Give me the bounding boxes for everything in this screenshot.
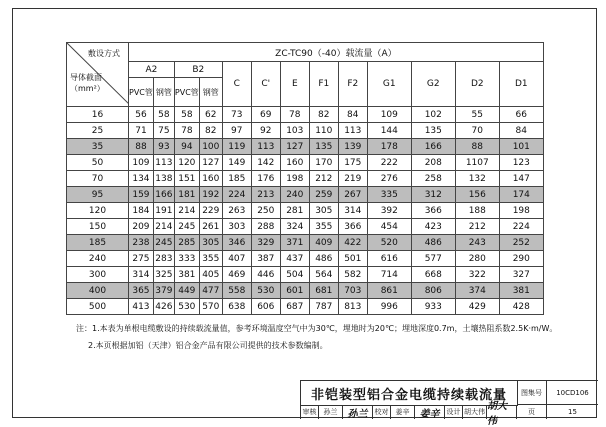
value-cell: 78 (174, 123, 199, 139)
value-cell: 276 (367, 171, 411, 187)
value-cell: 486 (309, 251, 338, 267)
value-cell: 428 (499, 299, 543, 315)
value-cell: 192 (199, 187, 222, 203)
value-cell: 166 (153, 187, 174, 203)
value-cell: 996 (367, 299, 411, 315)
table-body (67, 107, 544, 315)
title-block (300, 380, 598, 427)
value-cell: 813 (338, 299, 367, 315)
value-cell: 530 (251, 283, 280, 299)
value-cell: 327 (499, 267, 543, 283)
value-cell: 681 (309, 283, 338, 299)
corner-top-label: 敷设方式 (88, 49, 120, 58)
column-header: G2 (411, 62, 455, 107)
corner-bottom-line2: （mm²） (70, 84, 105, 93)
value-cell: 280 (455, 251, 499, 267)
value-cell: 66 (499, 107, 543, 123)
value-cell: 58 (174, 107, 199, 123)
value-cell: 324 (280, 219, 309, 235)
value-cell: 387 (251, 251, 280, 267)
value-cell: 374 (455, 283, 499, 299)
value-cell: 687 (280, 299, 309, 315)
value-cell: 224 (222, 187, 251, 203)
value-cell: 138 (153, 171, 174, 187)
value-cell: 70 (455, 123, 499, 139)
table-row (67, 123, 544, 139)
value-cell: 132 (455, 171, 499, 187)
value-cell: 329 (251, 235, 280, 251)
value-cell: 176 (251, 171, 280, 187)
value-cell: 606 (251, 299, 280, 315)
row-size-cell: 95 (67, 187, 129, 203)
value-cell: 166 (411, 139, 455, 155)
value-cell: 103 (280, 123, 309, 139)
value-cell: 188 (455, 203, 499, 219)
value-cell: 449 (174, 283, 199, 299)
value-cell: 477 (199, 283, 222, 299)
value-cell: 71 (129, 123, 154, 139)
value-cell: 355 (199, 251, 222, 267)
table-row (67, 155, 544, 171)
column-header: C (222, 62, 251, 107)
value-cell: 147 (499, 171, 543, 187)
value-cell: 213 (251, 187, 280, 203)
value-cell: 224 (499, 219, 543, 235)
value-cell: 222 (367, 155, 411, 171)
value-cell: 160 (199, 171, 222, 187)
value-cell: 714 (367, 267, 411, 283)
value-cell: 243 (455, 235, 499, 251)
group-header-a2: A2 (129, 62, 175, 78)
value-cell: 405 (199, 267, 222, 283)
value-cell: 82 (309, 107, 338, 123)
value-cell: 184 (129, 203, 154, 219)
value-cell: 325 (153, 267, 174, 283)
note-line-1: 注：1.本表为单根电缆敷设的持续载流量值，参考环境温度空气中为30℃，埋地时为20℃；埋地深度0.7m，土壤热阻系数2.5K·m/W。 (76, 324, 558, 333)
value-cell: 530 (174, 299, 199, 315)
value-cell: 160 (280, 155, 309, 171)
atlas-label: 图集号 (517, 381, 547, 405)
value-cell: 381 (174, 267, 199, 283)
row-size-cell: 400 (67, 283, 129, 299)
row-size-cell: 300 (67, 267, 129, 283)
sub-header-steel: 钢管 (153, 78, 174, 107)
page-label: 页 (517, 405, 547, 419)
value-cell: 283 (153, 251, 174, 267)
value-cell: 214 (153, 219, 174, 235)
value-cell: 312 (411, 187, 455, 203)
value-cell: 577 (411, 251, 455, 267)
value-cell: 335 (367, 187, 411, 203)
note-line-2: 2.本页根据加铝（天津）铝合金产品有限公司提供的技术参数编制。 (88, 341, 328, 350)
value-cell: 75 (153, 123, 174, 139)
value-cell: 379 (153, 283, 174, 299)
value-cell: 113 (153, 155, 174, 171)
value-cell: 290 (499, 251, 543, 267)
review-label: 审核 (301, 405, 319, 419)
value-cell: 261 (199, 219, 222, 235)
value-cell: 69 (251, 107, 280, 123)
value-cell: 314 (129, 267, 154, 283)
value-cell: 413 (129, 299, 154, 315)
column-header: F2 (338, 62, 367, 107)
value-cell: 120 (174, 155, 199, 171)
page-value: 15 (568, 408, 577, 416)
table-row (67, 171, 544, 187)
value-cell: 245 (174, 219, 199, 235)
value-cell: 58 (153, 107, 174, 123)
value-cell: 55 (455, 107, 499, 123)
value-cell: 88 (129, 139, 154, 155)
value-cell: 198 (280, 171, 309, 187)
value-cell: 238 (129, 235, 154, 251)
value-cell: 209 (129, 219, 154, 235)
value-cell: 119 (222, 139, 251, 155)
value-cell: 258 (411, 171, 455, 187)
main-header: ZC-TC90（-40）载流量（A） (129, 43, 544, 62)
sub-header-steel: 钢管 (199, 78, 222, 107)
row-size-cell: 70 (67, 171, 129, 187)
column-header: C' (251, 62, 280, 107)
table-row (67, 139, 544, 155)
column-header: D2 (455, 62, 499, 107)
table-row (67, 283, 544, 299)
table-row (67, 299, 544, 315)
value-cell: 250 (251, 203, 280, 219)
value-cell: 504 (280, 267, 309, 283)
value-cell: 305 (309, 203, 338, 219)
table-row (67, 203, 544, 219)
value-cell: 88 (455, 139, 499, 155)
value-cell: 156 (455, 187, 499, 203)
value-cell: 933 (411, 299, 455, 315)
value-cell: 469 (222, 267, 251, 283)
ampacity-table (66, 42, 544, 315)
value-cell: 170 (309, 155, 338, 171)
value-cell: 861 (367, 283, 411, 299)
table-row (67, 107, 544, 123)
drawing-title: 非铠装型铝合金电缆持续载流量 (301, 381, 518, 406)
value-cell: 82 (199, 123, 222, 139)
column-header: D1 (499, 62, 543, 107)
value-cell: 109 (367, 107, 411, 123)
corner-bottom-line1: 导体截面 (70, 73, 102, 82)
value-cell: 134 (129, 171, 154, 187)
value-cell: 422 (338, 235, 367, 251)
column-header: E (280, 62, 309, 107)
value-cell: 151 (174, 171, 199, 187)
table-row (67, 267, 544, 283)
value-cell: 520 (367, 235, 411, 251)
value-cell: 501 (338, 251, 367, 267)
value-cell: 426 (153, 299, 174, 315)
row-size-cell: 185 (67, 235, 129, 251)
value-cell: 486 (411, 235, 455, 251)
value-cell: 263 (222, 203, 251, 219)
value-cell: 366 (338, 219, 367, 235)
table-row (67, 187, 544, 203)
row-size-cell: 150 (67, 219, 129, 235)
row-size-cell: 500 (67, 299, 129, 315)
value-cell: 259 (309, 187, 338, 203)
sub-header-pvc: PVC管 (129, 78, 154, 107)
sub-header-pvc: PVC管 (174, 78, 199, 107)
value-cell: 208 (411, 155, 455, 171)
value-cell: 303 (222, 219, 251, 235)
value-cell: 366 (411, 203, 455, 219)
value-cell: 101 (499, 139, 543, 155)
group-header-b2: B2 (174, 62, 222, 78)
value-cell: 281 (280, 203, 309, 219)
value-cell: 198 (499, 203, 543, 219)
atlas-value: 10CD106 (547, 381, 598, 405)
value-cell: 178 (367, 139, 411, 155)
value-cell: 371 (280, 235, 309, 251)
value-cell: 110 (309, 123, 338, 139)
value-cell: 93 (153, 139, 174, 155)
value-cell: 149 (222, 155, 251, 171)
value-cell: 142 (251, 155, 280, 171)
value-cell: 174 (499, 187, 543, 203)
value-cell: 616 (367, 251, 411, 267)
value-cell: 601 (280, 283, 309, 299)
value-cell: 135 (411, 123, 455, 139)
value-cell: 392 (367, 203, 411, 219)
value-cell: 787 (309, 299, 338, 315)
value-cell: 84 (499, 123, 543, 139)
value-cell: 127 (199, 155, 222, 171)
value-cell: 365 (129, 283, 154, 299)
column-header: G1 (367, 62, 411, 107)
value-cell: 333 (174, 251, 199, 267)
value-cell: 185 (222, 171, 251, 187)
value-cell: 212 (309, 171, 338, 187)
value-cell: 100 (199, 139, 222, 155)
value-cell: 355 (309, 219, 338, 235)
table-corner-cell (67, 43, 129, 107)
value-cell: 84 (338, 107, 367, 123)
column-header: F1 (309, 62, 338, 107)
value-cell: 135 (309, 139, 338, 155)
notes (76, 320, 557, 354)
value-cell: 429 (455, 299, 499, 315)
value-cell: 806 (411, 283, 455, 299)
value-cell: 127 (280, 139, 309, 155)
value-cell: 113 (251, 139, 280, 155)
value-cell: 191 (153, 203, 174, 219)
value-cell: 305 (199, 235, 222, 251)
value-cell: 346 (222, 235, 251, 251)
value-cell: 144 (367, 123, 411, 139)
value-cell: 113 (338, 123, 367, 139)
value-cell: 703 (338, 283, 367, 299)
value-cell: 123 (499, 155, 543, 171)
value-cell: 582 (338, 267, 367, 283)
value-cell: 446 (251, 267, 280, 283)
value-cell: 1107 (455, 155, 499, 171)
check-name: 姜辛 (391, 405, 415, 419)
value-cell: 78 (280, 107, 309, 123)
value-cell: 62 (199, 107, 222, 123)
value-cell: 558 (222, 283, 251, 299)
value-cell: 381 (499, 283, 543, 299)
value-cell: 229 (199, 203, 222, 219)
row-size-cell: 120 (67, 203, 129, 219)
corner-bottom-label (70, 72, 105, 94)
value-cell: 159 (129, 187, 154, 203)
value-cell: 139 (338, 139, 367, 155)
value-cell: 288 (251, 219, 280, 235)
row-size-cell: 16 (67, 107, 129, 123)
value-cell: 314 (338, 203, 367, 219)
review-signature: 孙兰 (343, 405, 373, 419)
value-cell: 175 (338, 155, 367, 171)
table-row (67, 219, 544, 235)
value-cell: 638 (222, 299, 251, 315)
check-signature: 姜辛 (415, 405, 445, 419)
value-cell: 275 (129, 251, 154, 267)
value-cell: 97 (222, 123, 251, 139)
check-label: 校对 (373, 405, 391, 419)
row-size-cell: 240 (67, 251, 129, 267)
value-cell: 409 (309, 235, 338, 251)
value-cell: 245 (153, 235, 174, 251)
value-cell: 181 (174, 187, 199, 203)
value-cell: 267 (338, 187, 367, 203)
value-cell: 564 (309, 267, 338, 283)
table-row (67, 235, 544, 251)
value-cell: 73 (222, 107, 251, 123)
design-name: 胡大伟 (463, 405, 487, 419)
design-signature: 胡大伟 (487, 405, 517, 419)
row-size-cell: 50 (67, 155, 129, 171)
value-cell: 454 (367, 219, 411, 235)
row-size-cell: 25 (67, 123, 129, 139)
value-cell: 102 (411, 107, 455, 123)
value-cell: 285 (174, 235, 199, 251)
value-cell: 92 (251, 123, 280, 139)
value-cell: 423 (411, 219, 455, 235)
value-cell: 94 (174, 139, 199, 155)
review-name: 孙兰 (319, 405, 343, 419)
value-cell: 252 (499, 235, 543, 251)
value-cell: 322 (455, 267, 499, 283)
value-cell: 109 (129, 155, 154, 171)
value-cell: 668 (411, 267, 455, 283)
value-cell: 437 (280, 251, 309, 267)
value-cell: 214 (174, 203, 199, 219)
table-row (67, 251, 544, 267)
value-cell: 240 (280, 187, 309, 203)
design-label: 设计 (445, 405, 463, 419)
value-cell: 219 (338, 171, 367, 187)
value-cell: 56 (129, 107, 154, 123)
value-cell: 407 (222, 251, 251, 267)
row-size-cell: 35 (67, 139, 129, 155)
value-cell: 212 (455, 219, 499, 235)
value-cell: 570 (199, 299, 222, 315)
